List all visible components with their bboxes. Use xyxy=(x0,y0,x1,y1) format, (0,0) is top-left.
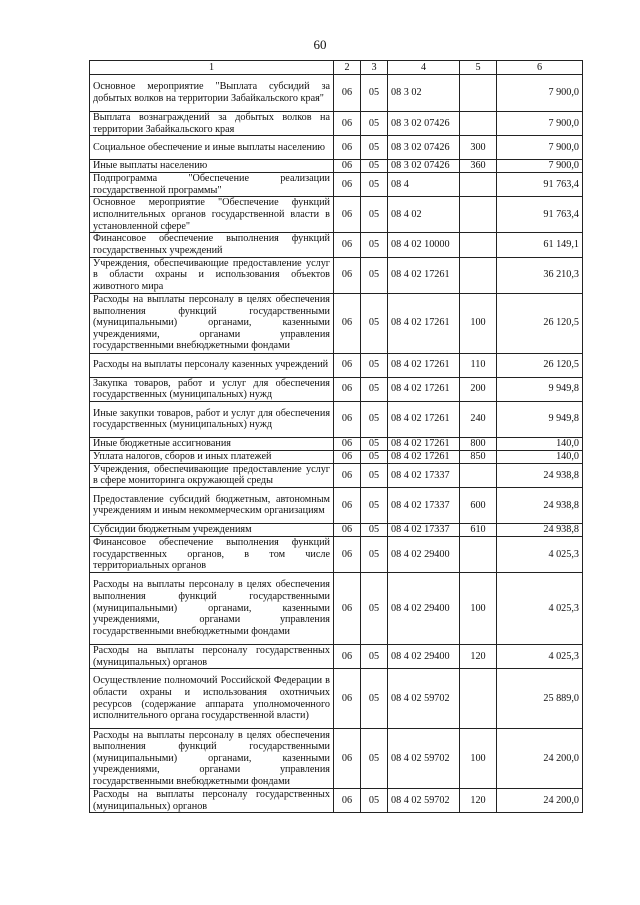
col-header: 6 xyxy=(497,61,583,75)
row-target-code: 08 4 02 59702 xyxy=(388,789,460,813)
row-target-code: 08 4 02 17261 xyxy=(388,377,460,401)
row-expense-type xyxy=(460,75,497,112)
row-amount: 7 900,0 xyxy=(497,112,583,136)
row-name: Подпрограмма "Обеспечение реализации государственной программы" xyxy=(90,173,334,197)
row-target-code: 08 4 02 17261 xyxy=(388,353,460,377)
row-section: 06 xyxy=(334,487,361,523)
table-row xyxy=(90,173,583,197)
col-header: 4 xyxy=(388,61,460,75)
row-target-code: 08 3 02 07426 xyxy=(388,160,460,173)
row-target-code: 08 3 02 07426 xyxy=(388,136,460,160)
row-amount: 140,0 xyxy=(497,437,583,450)
row-target-code: 08 4 02 59702 xyxy=(388,729,460,789)
row-subsection: 05 xyxy=(361,136,388,160)
row-expense-type: 600 xyxy=(460,487,497,523)
row-expense-type: 200 xyxy=(460,377,497,401)
table-row xyxy=(90,523,583,536)
row-name: Финансовое обеспечение выполнения функций государственных учреждений xyxy=(90,233,334,257)
row-subsection: 05 xyxy=(361,233,388,257)
row-expense-type: 100 xyxy=(460,729,497,789)
row-subsection: 05 xyxy=(361,437,388,450)
row-section: 06 xyxy=(334,789,361,813)
row-target-code: 08 4 02 17261 xyxy=(388,450,460,463)
row-subsection: 05 xyxy=(361,669,388,729)
row-amount: 26 120,5 xyxy=(497,293,583,353)
row-amount: 25 889,0 xyxy=(497,669,583,729)
row-expense-type xyxy=(460,669,497,729)
row-expense-type: 300 xyxy=(460,136,497,160)
row-subsection: 05 xyxy=(361,173,388,197)
row-name: Иные бюджетные ассигнования xyxy=(90,437,334,450)
table-row xyxy=(90,572,583,644)
row-amount: 24 938,8 xyxy=(497,523,583,536)
header-row xyxy=(90,61,583,75)
row-target-code: 08 4 02 29400 xyxy=(388,536,460,572)
row-amount: 24 938,8 xyxy=(497,463,583,487)
row-subsection: 05 xyxy=(361,463,388,487)
row-expense-type: 610 xyxy=(460,523,497,536)
row-target-code: 08 4 02 17261 xyxy=(388,437,460,450)
row-amount: 24 938,8 xyxy=(497,487,583,523)
row-amount: 9 949,8 xyxy=(497,377,583,401)
row-section: 06 xyxy=(334,173,361,197)
row-amount: 7 900,0 xyxy=(497,75,583,112)
row-amount: 4 025,3 xyxy=(497,536,583,572)
row-name: Субсидии бюджетным учреждениям xyxy=(90,523,334,536)
row-expense-type xyxy=(460,257,497,293)
row-name: Основное мероприятие "Выплата субсидий за добытых волков на территории Забайкальского края" xyxy=(90,75,334,112)
row-name: Расходы на выплаты персоналу государственных (муниципальных) органов xyxy=(90,789,334,813)
table-row xyxy=(90,450,583,463)
row-name: Учреждения, обеспечивающие предоставление услуг в сфере мониторинга окружающей среды xyxy=(90,463,334,487)
row-section: 06 xyxy=(334,572,361,644)
budget-table xyxy=(89,60,583,813)
row-name: Социальное обеспечение и иные выплаты населению xyxy=(90,136,334,160)
row-section: 06 xyxy=(334,450,361,463)
row-target-code: 08 4 02 59702 xyxy=(388,669,460,729)
row-amount: 7 900,0 xyxy=(497,160,583,173)
row-target-code: 08 4 02 17337 xyxy=(388,523,460,536)
row-section: 06 xyxy=(334,136,361,160)
row-expense-type xyxy=(460,463,497,487)
table-row xyxy=(90,437,583,450)
row-section: 06 xyxy=(334,536,361,572)
row-name: Учреждения, обеспечивающие предоставление услуг в области охраны и использования объектов животного мира xyxy=(90,257,334,293)
row-name: Выплата вознаграждений за добытых волков на территории Забайкальского края xyxy=(90,112,334,136)
row-name: Основное мероприятие "Обеспечение функций исполнительных органов государственной власти в установленной сфере" xyxy=(90,197,334,233)
row-amount: 91 763,4 xyxy=(497,173,583,197)
row-target-code: 08 4 02 10000 xyxy=(388,233,460,257)
row-expense-type xyxy=(460,112,497,136)
table-row xyxy=(90,160,583,173)
row-section: 06 xyxy=(334,197,361,233)
table-row xyxy=(90,197,583,233)
row-amount: 9 949,8 xyxy=(497,401,583,437)
table-row xyxy=(90,112,583,136)
row-subsection: 05 xyxy=(361,523,388,536)
row-name: Предоставление субсидий бюджетным, автономным учреждениям и иным некоммерческим организациям xyxy=(90,487,334,523)
row-target-code: 08 3 02 07426 xyxy=(388,112,460,136)
row-section: 06 xyxy=(334,463,361,487)
row-amount: 91 763,4 xyxy=(497,197,583,233)
row-expense-type: 240 xyxy=(460,401,497,437)
row-subsection: 05 xyxy=(361,644,388,668)
row-subsection: 05 xyxy=(361,353,388,377)
row-section: 06 xyxy=(334,233,361,257)
table-row xyxy=(90,257,583,293)
table-row xyxy=(90,293,583,353)
row-subsection: 05 xyxy=(361,197,388,233)
table-row xyxy=(90,729,583,789)
row-expense-type: 360 xyxy=(460,160,497,173)
table-row xyxy=(90,353,583,377)
row-section: 06 xyxy=(334,112,361,136)
row-target-code: 08 4 02 29400 xyxy=(388,572,460,644)
row-subsection: 05 xyxy=(361,75,388,112)
row-expense-type: 120 xyxy=(460,644,497,668)
table-row xyxy=(90,536,583,572)
table-row xyxy=(90,487,583,523)
row-subsection: 05 xyxy=(361,487,388,523)
row-section: 06 xyxy=(334,160,361,173)
row-amount: 7 900,0 xyxy=(497,136,583,160)
row-expense-type xyxy=(460,173,497,197)
row-target-code: 08 4 02 17261 xyxy=(388,293,460,353)
row-name: Расходы на выплаты персоналу государственных (муниципальных) органов xyxy=(90,644,334,668)
row-name: Расходы на выплаты персоналу казенных учреждений xyxy=(90,353,334,377)
row-name: Расходы на выплаты персоналу в целях обеспечения выполнения функций государственными (муниципальными) органами, казенными учреждениями, органами управления государственными внебюджетными фондами xyxy=(90,572,334,644)
row-expense-type: 100 xyxy=(460,572,497,644)
row-expense-type xyxy=(460,197,497,233)
row-section: 06 xyxy=(334,75,361,112)
row-target-code: 08 3 02 xyxy=(388,75,460,112)
row-name: Расходы на выплаты персоналу в целях обеспечения выполнения функций государственными (муниципальными) органами, казенными учреждениями, органами управления государственными внебюджетными фондами xyxy=(90,729,334,789)
table-row xyxy=(90,789,583,813)
row-amount: 4 025,3 xyxy=(497,572,583,644)
row-section: 06 xyxy=(334,437,361,450)
page-number: 60 xyxy=(313,37,327,52)
row-target-code: 08 4 02 17337 xyxy=(388,463,460,487)
row-name: Иные закупки товаров, работ и услуг для обеспечения государственных (муниципальных) нужд xyxy=(90,401,334,437)
row-name: Финансовое обеспечение выполнения функций государственных органов, в том числе территориальных органов xyxy=(90,536,334,572)
row-amount: 61 149,1 xyxy=(497,233,583,257)
row-section: 06 xyxy=(334,377,361,401)
row-subsection: 05 xyxy=(361,293,388,353)
table-row xyxy=(90,669,583,729)
row-subsection: 05 xyxy=(361,112,388,136)
row-amount: 4 025,3 xyxy=(497,644,583,668)
row-section: 06 xyxy=(334,257,361,293)
table-row xyxy=(90,644,583,668)
row-section: 06 xyxy=(334,729,361,789)
row-section: 06 xyxy=(334,353,361,377)
table-row xyxy=(90,463,583,487)
row-target-code: 08 4 02 17261 xyxy=(388,401,460,437)
table-row xyxy=(90,233,583,257)
row-amount: 24 200,0 xyxy=(497,729,583,789)
row-expense-type: 800 xyxy=(460,437,497,450)
row-target-code: 08 4 02 29400 xyxy=(388,644,460,668)
row-name: Расходы на выплаты персоналу в целях обеспечения выполнения функций государственными (муниципальными) органами, казенными учреждениями, органами управления государственными внебюджетными фондами xyxy=(90,293,334,353)
row-expense-type: 120 xyxy=(460,789,497,813)
row-expense-type: 100 xyxy=(460,293,497,353)
row-amount: 26 120,5 xyxy=(497,353,583,377)
row-expense-type xyxy=(460,233,497,257)
row-target-code: 08 4 02 17261 xyxy=(388,257,460,293)
table-row xyxy=(90,136,583,160)
row-subsection: 05 xyxy=(361,377,388,401)
row-expense-type xyxy=(460,536,497,572)
row-subsection: 05 xyxy=(361,729,388,789)
col-header: 5 xyxy=(460,61,497,75)
row-section: 06 xyxy=(334,523,361,536)
row-section: 06 xyxy=(334,401,361,437)
col-header: 2 xyxy=(334,61,361,75)
row-expense-type: 850 xyxy=(460,450,497,463)
row-amount: 36 210,3 xyxy=(497,257,583,293)
col-header: 3 xyxy=(361,61,388,75)
table-row xyxy=(90,75,583,112)
row-subsection: 05 xyxy=(361,572,388,644)
row-subsection: 05 xyxy=(361,401,388,437)
row-subsection: 05 xyxy=(361,450,388,463)
table-row xyxy=(90,377,583,401)
col-header: 1 xyxy=(90,61,334,75)
row-section: 06 xyxy=(334,293,361,353)
table-row xyxy=(90,401,583,437)
row-name: Закупка товаров, работ и услуг для обеспечения государственных (муниципальных) нужд xyxy=(90,377,334,401)
row-expense-type: 110 xyxy=(460,353,497,377)
row-target-code: 08 4 02 17337 xyxy=(388,487,460,523)
row-subsection: 05 xyxy=(361,536,388,572)
row-name: Уплата налогов, сборов и иных платежей xyxy=(90,450,334,463)
row-subsection: 05 xyxy=(361,789,388,813)
row-name: Иные выплаты населению xyxy=(90,160,334,173)
row-name: Осуществление полномочий Российской Федерации в области охраны и использования охотничьих ресурсов (содержание аппарата уполномоченного исполнительного органа государственной власти) xyxy=(90,669,334,729)
row-target-code: 08 4 02 xyxy=(388,197,460,233)
row-subsection: 05 xyxy=(361,160,388,173)
row-amount: 24 200,0 xyxy=(497,789,583,813)
row-section: 06 xyxy=(334,669,361,729)
row-amount: 140,0 xyxy=(497,450,583,463)
row-target-code: 08 4 xyxy=(388,173,460,197)
row-subsection: 05 xyxy=(361,257,388,293)
row-section: 06 xyxy=(334,644,361,668)
